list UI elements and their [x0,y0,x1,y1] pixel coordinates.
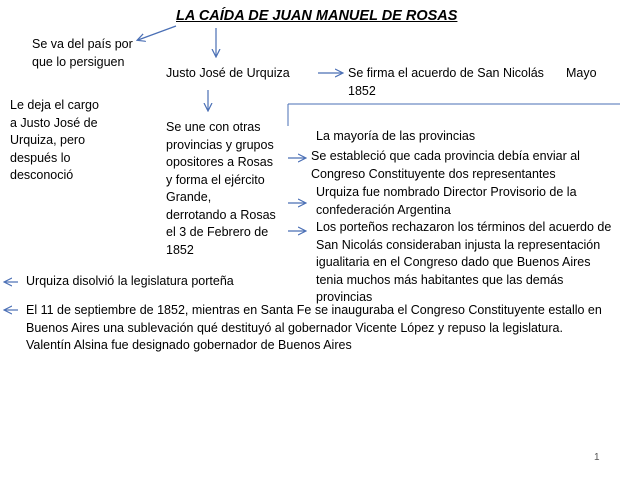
node-mayoria: La mayoría de las provincias [316,129,476,143]
node-disolvio: Urquiza disolvió la legislatura porteña [26,274,234,288]
node-urquiza: Justo José de Urquiza [166,66,290,80]
node-se-une: Se une con otras provincias y grupos opositores a Rosas y forma el ejército Grande, derrotando a Rosas el 3 de Febrero de 1852 [166,120,276,257]
node-se-va: Se va del país por que lo persiguen [32,37,133,69]
node-director: Urquiza fue nombrado Director Provisorio de la confederación Argentina [316,185,577,217]
node-mayo: Mayo [566,66,597,80]
arrow-title-to-se-va [138,26,176,40]
node-acuerdo: Se firma el acuerdo de San Nicolás 1852 [348,66,544,98]
page-number: 1 [594,452,600,463]
node-once: El 11 de septiembre de 1852, mientras en Santa Fe se inauguraba el Congreso Constituyente estallo en Buenos Aires una sublevación qué destituyó al gobernador Vicente López y repuso la legislatura. Valentín Alsina fue designado gobernador de Buenos Aires [26,303,602,352]
diagram-title: LA CAÍDA DE JUAN MANUEL DE ROSAS [176,8,458,24]
node-se-establecio: Se estableció que cada provincia debía enviar al Congreso Constituyente dos representantes [311,149,580,181]
node-le-deja: Le deja el cargo a Justo José de Urquiza, pero después lo desconoció [10,98,99,182]
node-portenos: Los porteños rechazaron los términos del acuerdo de San Nicolás consideraban injusta la representación igualitaria en el Congreso dado que Buenos Aires tenia muchos más habitantes que las demás provincias [316,220,612,304]
